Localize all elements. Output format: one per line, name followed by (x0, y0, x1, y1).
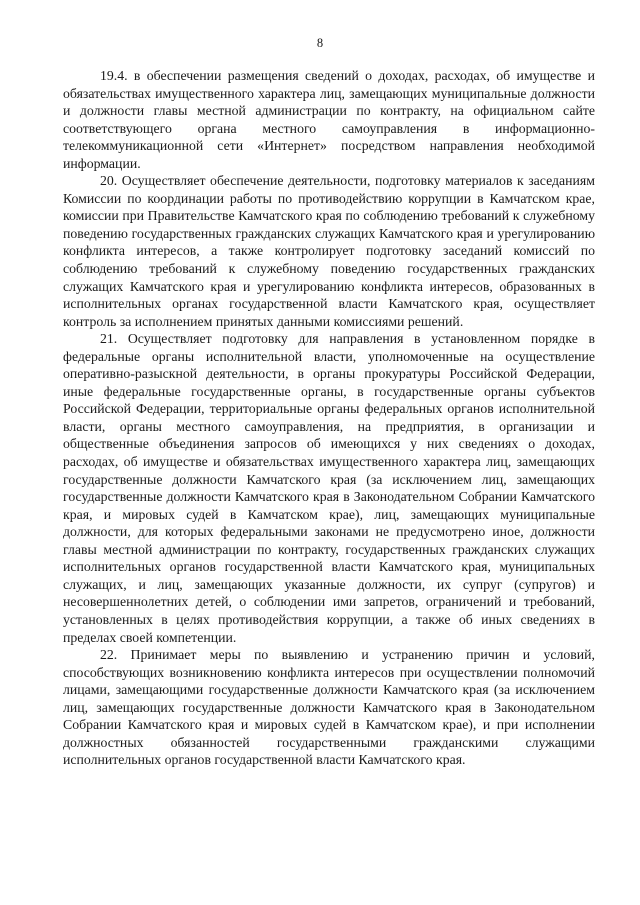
paragraph-19-4: 19.4. в обеспечении размещения сведений о доходах, расходах, об имуществе и обязательствах имущественного характера лиц, замещающих муниципальные должности и должности главы местной администрации по контракту, на официальном сайте соответствующего органа местного самоуправления в информационно-телекоммуникационной сети «Интернет» посредством направления необходимой информации. (63, 68, 595, 171)
document-body (63, 67, 595, 769)
page-number: 8 (316, 36, 324, 50)
paragraph-21: 21. Осуществляет подготовку для направления в установленном порядке в федеральные органы исполнительной власти, уполномоченные на осуществление оперативно-разыскной деятельности, в органы прокуратуры Российской Федерации, иные федеральные государственные органы, в государственные органы субъектов Российской Федерации, территориальные органы федеральных органов исполнительной власти, органы местного самоуправления, на предприятия, в организации и общественные объединения запросов об имеющихся у них сведениях о доходах, расходах, об имуществе и обязательствах имущественного характера лиц, замещающих государственные должности Камчатского края (за исключением лиц, замещающих государственные должности Камчатского края в Законодательном Собрании Камчатского края, и мировых судей в Камчатском крае), лиц, замещающих муниципальные должности, для которых федеральными законами не предусмотрено иное, должности главы местной администрации по контракту, государственных гражданских служащих исполнительных органов государственной власти Камчатского края, муниципальных служащих, и лиц, замещающих указанные должности, их супруг (супругов) и несовершеннолетних детей, о соблюдении ими запретов, ограничений и требований, установленных в целях противодействия коррупции, а также об иных сведениях в пределах своей компетенции. (63, 331, 595, 645)
paragraph-20: 20. Осуществляет обеспечение деятельности, подготовку материалов к заседаниям Комиссии по координации работы по противодействию коррупции в Камчатском крае, комиссии при Правительстве Камчатского края по соблюдению требований к служебному поведению государственных гражданских служащих Камчатского края и урегулированию конфликта интересов, а также контролирует подготовку заседаний комиссий по соблюдению требований к служебному поведению государственных гражданских служащих Камчатского края и урегулированию конфликта интересов, образованных в исполнительных органах государственной власти Камчатского края, осуществляет контроль за исполнением принятых данными комиссиями решений. (63, 173, 595, 329)
paragraph-22: 22. Принимает меры по выявлению и устранению причин и условий, способствующих возникновению конфликта интересов при осуществлении полномочий лицами, замещающими государственные должности Камчатского края (за исключением лиц, замещающих государственные должности Камчатского края в Законодательном Собрании Камчатского края и мировых судей в Камчатском крае), и при исполнении должностных обязанностей государственными гражданскими служащими исполнительных органов государственной власти Камчатского края. (63, 647, 595, 768)
